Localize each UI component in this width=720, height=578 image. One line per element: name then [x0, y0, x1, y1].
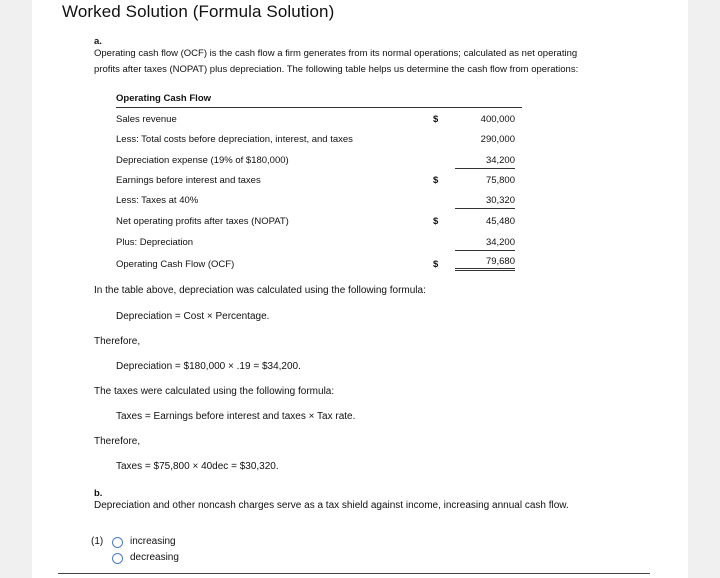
row-label: Plus: Depreciation — [116, 237, 194, 248]
row-label: Net operating profits after taxes (NOPAT) — [116, 216, 289, 227]
table-heading: Operating Cash Flow — [116, 93, 212, 104]
row-value: 290,000 — [480, 134, 515, 145]
therefore-1: Therefore, — [94, 336, 141, 347]
depreciation-formula: Depreciation = Cost × Percentage. — [116, 311, 270, 322]
bottom-divider — [58, 573, 650, 574]
tax-formula: Taxes = Earnings before interest and taxes × Tax rate. — [116, 411, 356, 422]
row-label: Less: Total costs before depreciation, interest, and taxes — [116, 134, 353, 145]
row-value: 34,200 — [455, 237, 515, 251]
part-a-label: a. — [94, 36, 102, 47]
question-number: (1) — [91, 536, 104, 547]
row-value: 75,800 — [485, 175, 515, 186]
radio-label[interactable]: decreasing — [130, 552, 179, 563]
row-label: Sales revenue — [116, 114, 177, 125]
row-label: Operating Cash Flow (OCF) — [116, 259, 235, 270]
part-b-label: b. — [94, 488, 103, 499]
part-b-text: Depreciation and other noncash charges serve as a tax shield against income, increasing annual cash flow. — [94, 500, 569, 511]
radio-button[interactable] — [112, 537, 123, 548]
row-label: Earnings before interest and taxes — [116, 175, 261, 186]
row-label: Less: Taxes at 40% — [116, 195, 199, 206]
depreciation-calculation: Depreciation = $180,000 × .19 = $34,200. — [116, 361, 301, 372]
part-a-intro-line1: Operating cash flow (OCF) is the cash flow a firm generates from its normal operations; calculated as net operating — [94, 48, 578, 59]
row-dollar: $ — [433, 216, 439, 227]
depreciation-intro: In the table above, depreciation was calculated using the following formula: — [94, 285, 426, 296]
radio-button[interactable] — [112, 553, 123, 564]
table-heading-rule — [116, 107, 522, 108]
radio-label[interactable]: increasing — [130, 536, 176, 547]
tax-intro: The taxes were calculated using the following formula: — [94, 386, 335, 397]
therefore-2: Therefore, — [94, 436, 141, 447]
row-dollar: $ — [433, 114, 439, 125]
row-dollar: $ — [433, 175, 439, 186]
row-value: 79,680 — [455, 256, 515, 271]
row-value: 34,200 — [455, 155, 515, 169]
row-value: 30,320 — [455, 195, 515, 209]
part-a-intro-line2: profits after taxes (NOPAT) plus depreciation. The following table helps us determine the cash flow from operations: — [94, 64, 579, 75]
row-value: 400,000 — [480, 114, 515, 125]
page-title: Worked Solution (Formula Solution) — [62, 2, 335, 21]
tax-calculation: Taxes = $75,800 × 40dec = $30,320. — [116, 461, 279, 472]
row-dollar: $ — [433, 259, 439, 270]
row-value: 45,480 — [485, 216, 515, 227]
row-label: Depreciation expense (19% of $180,000) — [116, 155, 289, 166]
